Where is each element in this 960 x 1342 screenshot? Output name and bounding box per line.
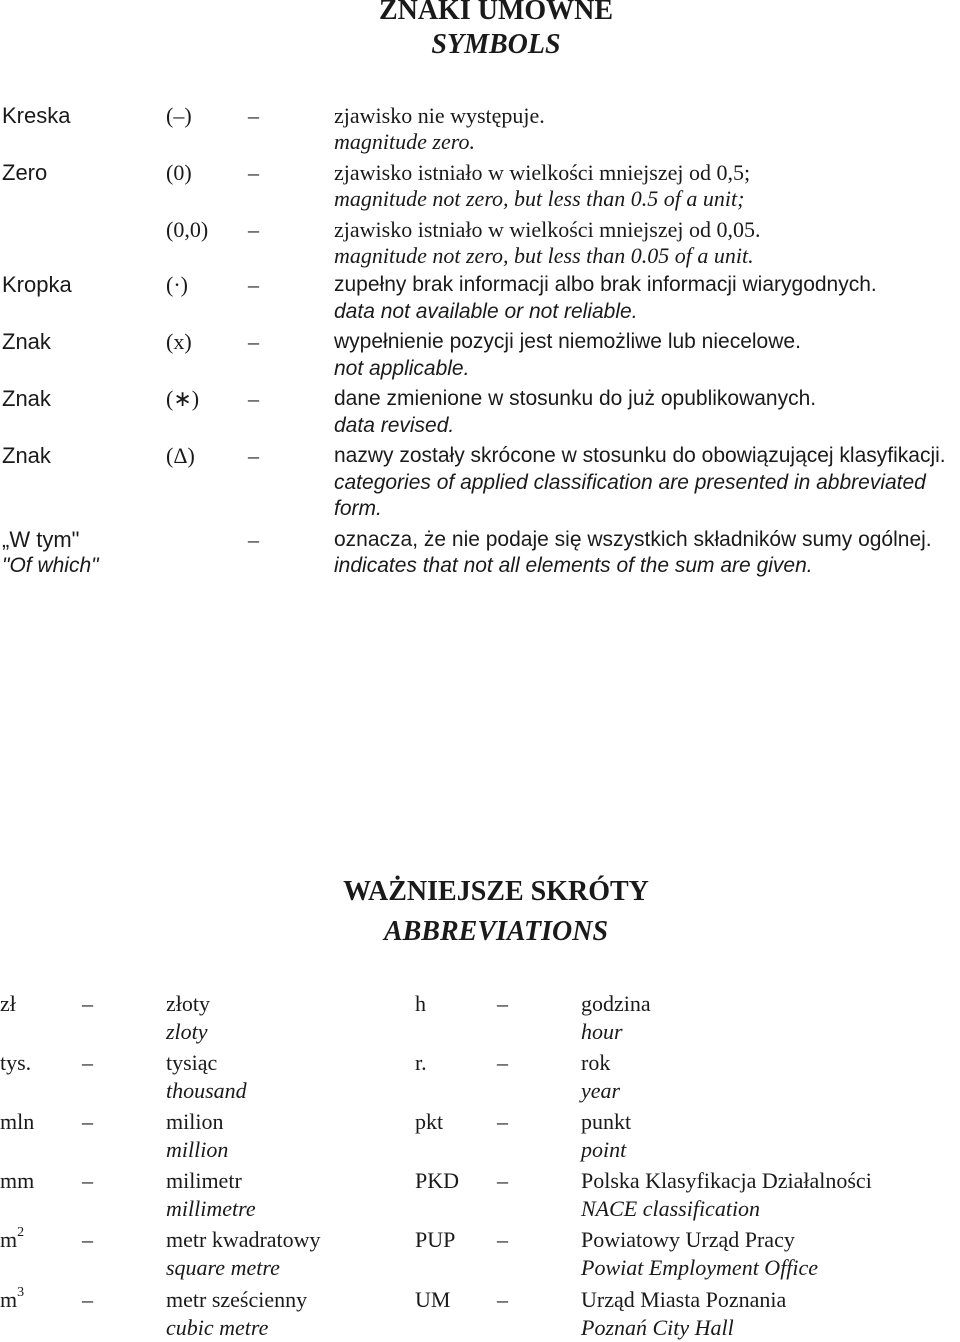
abbr-term bbox=[0, 1226, 24, 1254]
abbr-en: Powiat Employment Office bbox=[581, 1255, 819, 1280]
abbr-en: year bbox=[581, 1078, 621, 1103]
abbr-term: pkt bbox=[415, 1109, 444, 1134]
symbol-desc-en-continued: form. bbox=[334, 497, 382, 520]
symbol-term: Znak bbox=[2, 386, 51, 411]
abbr-term: h bbox=[415, 991, 426, 1016]
symbol-glyph: (0,0) bbox=[166, 217, 209, 242]
symbol-desc-en: indicates that not all elements of the sum are given. bbox=[334, 554, 813, 577]
symbol-dash: – bbox=[248, 443, 259, 468]
abbr-dash: – bbox=[82, 1168, 93, 1193]
abbr-base: m bbox=[0, 1287, 18, 1312]
abbr-pl: Polska Klasyfikacja Działalności bbox=[581, 1168, 872, 1193]
symbol-desc-en: magnitude zero. bbox=[334, 129, 475, 154]
abbr-pl: milimetr bbox=[166, 1168, 242, 1193]
abbr-base: m bbox=[0, 1227, 18, 1252]
abbr-dash: – bbox=[497, 1109, 508, 1134]
abbr-dash: – bbox=[497, 1287, 508, 1312]
symbol-desc-pl: zupełny brak informacji albo brak informacji wiarygodnych. bbox=[334, 273, 877, 296]
symbol-glyph: (0) bbox=[166, 160, 192, 185]
symbol-glyph: (–) bbox=[166, 103, 192, 128]
abbr-term: r. bbox=[415, 1050, 427, 1075]
abbr-en: square metre bbox=[166, 1255, 280, 1280]
abbreviations-title: WAŻNIEJSZE SKRÓTY bbox=[343, 876, 649, 907]
abbr-term: PKD bbox=[415, 1168, 460, 1193]
symbol-glyph: (·) bbox=[166, 272, 188, 297]
abbr-en: point bbox=[581, 1137, 627, 1162]
abbr-pl: Powiatowy Urząd Pracy bbox=[581, 1227, 795, 1252]
symbol-desc-en: magnitude not zero, but less than 0.5 of a unit; bbox=[334, 186, 745, 211]
symbol-dash: – bbox=[248, 527, 259, 552]
abbr-pl: rok bbox=[581, 1050, 611, 1075]
symbol-glyph: (Δ) bbox=[166, 443, 195, 468]
symbols-title: ZNAKI UMOWNE bbox=[378, 0, 614, 26]
abbr-pl: tysiąc bbox=[166, 1050, 218, 1075]
abbr-en: hour bbox=[581, 1019, 623, 1044]
symbol-glyph: (∗) bbox=[166, 386, 200, 411]
symbol-dash: – bbox=[248, 272, 259, 297]
abbr-superscript: 3 bbox=[17, 1284, 25, 1300]
symbol-term: „W tym" bbox=[2, 527, 80, 552]
symbol-desc-pl: oznacza, że nie podaje się wszystkich składników sumy ogólnej. bbox=[334, 528, 932, 551]
symbol-dash: – bbox=[248, 103, 259, 128]
abbr-superscript: 2 bbox=[17, 1224, 25, 1240]
abbr-term: PUP bbox=[415, 1227, 456, 1252]
abbr-en: Poznań City Hall bbox=[581, 1315, 734, 1340]
symbol-term: Kropka bbox=[2, 272, 72, 297]
symbols-subtitle: SYMBOLS bbox=[431, 29, 561, 60]
symbol-desc-en: data not available or not reliable. bbox=[334, 300, 638, 323]
abbr-term: UM bbox=[415, 1287, 451, 1312]
abbr-pl: metr sześcienny bbox=[166, 1287, 308, 1312]
abbr-dash: – bbox=[82, 991, 93, 1016]
symbol-glyph: (x) bbox=[166, 329, 192, 354]
symbol-term: Kreska bbox=[2, 103, 71, 128]
symbol-dash: – bbox=[248, 217, 259, 242]
symbol-desc-pl: zjawisko istniało w wielkości mniejszej od 0,05. bbox=[334, 217, 761, 242]
symbol-term: Znak bbox=[2, 443, 51, 468]
symbol-desc-en: data revised. bbox=[334, 414, 455, 437]
abbr-term: tys. bbox=[0, 1050, 32, 1075]
abbr-dash: – bbox=[497, 1050, 508, 1075]
symbol-desc-pl: zjawisko nie występuje. bbox=[334, 103, 545, 128]
abbr-dash: – bbox=[497, 1227, 508, 1252]
symbol-desc-en: categories of applied classification are presented in abbreviated bbox=[334, 471, 926, 494]
abbr-term: mm bbox=[0, 1168, 35, 1193]
symbol-desc-pl: dane zmienione w stosunku do już opublikowanych. bbox=[334, 387, 817, 410]
abbr-en: cubic metre bbox=[166, 1315, 269, 1340]
abbreviations-subtitle: ABBREVIATIONS bbox=[383, 916, 609, 947]
abbr-en: zloty bbox=[166, 1019, 208, 1044]
abbr-dash: – bbox=[82, 1050, 93, 1075]
abbr-dash: – bbox=[82, 1109, 93, 1134]
symbol-desc-pl: zjawisko istniało w wielkości mniejszej od 0,5; bbox=[334, 160, 751, 185]
symbol-term: Znak bbox=[2, 329, 51, 354]
symbol-desc-pl: wypełnienie pozycji jest niemożliwe lub niecelowe. bbox=[334, 330, 801, 353]
abbr-pl: metr kwadratowy bbox=[166, 1227, 321, 1252]
abbr-en: million bbox=[166, 1137, 229, 1162]
abbr-en: millimetre bbox=[166, 1196, 256, 1221]
abbr-dash: – bbox=[82, 1227, 93, 1252]
symbol-desc-pl: nazwy zostały skrócone w stosunku do obowiązującej klasyfikacji. bbox=[334, 444, 946, 467]
abbr-term: mln bbox=[0, 1109, 35, 1134]
abbr-dash: – bbox=[497, 991, 508, 1016]
symbol-dash: – bbox=[248, 386, 259, 411]
abbr-pl: milion bbox=[166, 1109, 224, 1134]
abbr-pl: złoty bbox=[166, 991, 210, 1016]
symbol-desc-en: magnitude not zero, but less than 0.05 of a unit. bbox=[334, 243, 754, 268]
symbol-term-en: "Of which" bbox=[2, 554, 99, 577]
symbol-desc-en: not applicable. bbox=[334, 357, 470, 380]
abbr-pl: punkt bbox=[581, 1109, 632, 1134]
abbr-en: NACE classification bbox=[581, 1196, 761, 1221]
abbr-pl: Urząd Miasta Poznania bbox=[581, 1287, 787, 1312]
abbr-en: thousand bbox=[166, 1078, 247, 1103]
abbr-dash: – bbox=[497, 1168, 508, 1193]
abbr-term bbox=[0, 1286, 24, 1314]
abbr-term: zł bbox=[0, 991, 16, 1016]
symbol-dash: – bbox=[248, 160, 259, 185]
symbol-dash: – bbox=[248, 329, 259, 354]
abbr-pl: godzina bbox=[581, 991, 651, 1016]
abbr-dash: – bbox=[82, 1287, 93, 1312]
symbol-term: Zero bbox=[2, 160, 48, 185]
